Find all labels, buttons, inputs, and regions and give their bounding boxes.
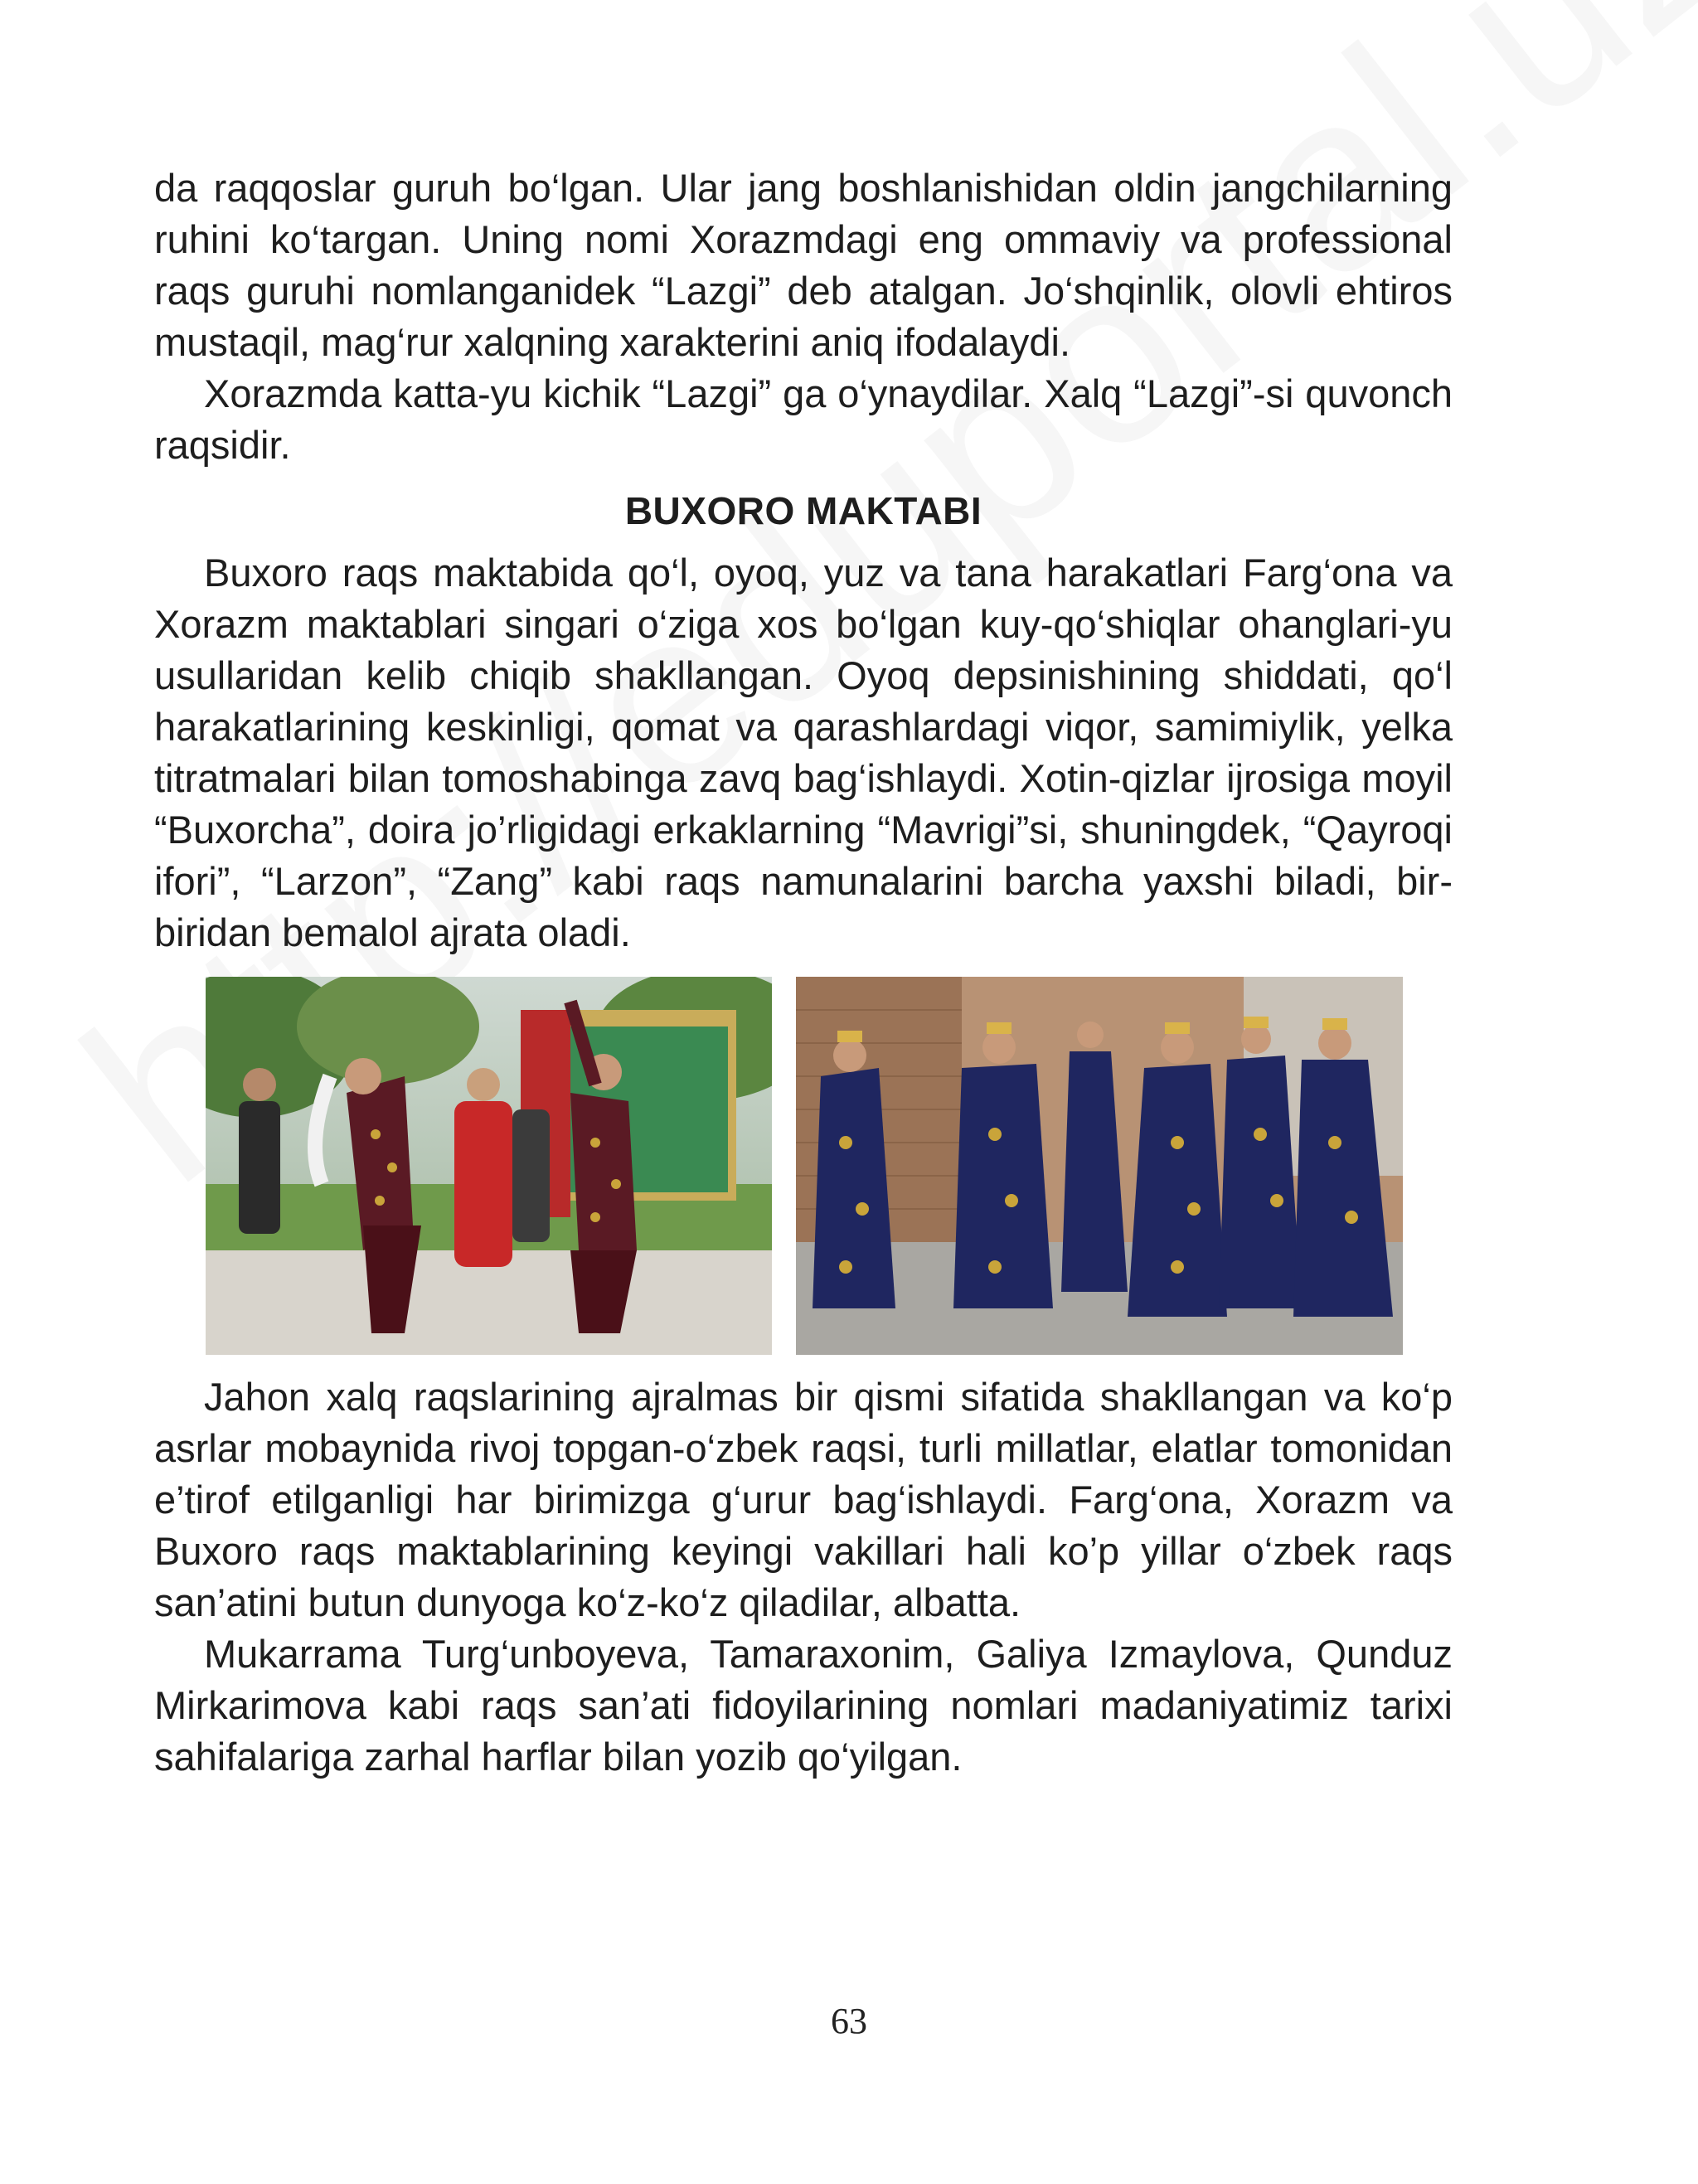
photo-dancers-maroon — [206, 977, 772, 1355]
paragraph: Buxoro raqs maktabida qo‘l, oyoq, yuz va tana harakatlari Farg‘ona va Xorazm maktablari singari o‘ziga xos bo‘lgan kuy-qo‘shiqlar ohanglari-yu usullaridan kelib chiqib shakllangan. Oyoq depsinishining shiddati, qo‘l harakatlarining keskinligi, qomat va qarashlardagi viqor, samimiylik, yelka titratmalari bilan tomoshabinga zavq bag‘ishlaydi. Xotin-qizlar ijrosiga moyil “Buxorcha”, doira jo’rligidagi erkaklarning “Mavrigi”si, shuningdek, “Qayroqi ifori”, “Larzon”, “Zang” kabi raqs namunalarini barcha yaxshi biladi, bir-biridan bemalol ajrata oladi. — [154, 551, 1453, 954]
page-number: 63 — [831, 2001, 867, 2041]
photo-dancers-navy-graphic — [796, 977, 1403, 1355]
paragraph: Xorazmda katta-yu kichik “Lazgi” ga o‘ynaydilar. Xalq “Lazgi”-si quvonch raqsidir. — [154, 371, 1453, 467]
paragraph: Mukarrama Turg‘unboyeva, Tamaraxonim, Galiya Izmaylova, Qunduz Mirkarimova kabi raqs san’ati fidoyilarining nomlari madaniyatimiz tarixi sahifalariga zarhal harflar bilan yozib qo‘yilgan. — [154, 1632, 1453, 1779]
paragraph: da raqqoslar guruh bo‘lgan. Ular jang boshlanishidan oldin jangchilarning ruhini ko‘targan. Uning nomi Xorazmdagi eng ommaviy va professional raqs guruhi nomlanganidek “Lazgi” deb atalgan. Jo‘shqinlik, olovli ehtiros mustaqil, mag‘rur xalqning xarakterini aniq ifodalaydi. — [154, 166, 1453, 364]
paragraph: Jahon xalq raqslarining ajralmas bir qismi sifatida shakllangan va ko‘p asrlar mobaynida rivoj topgan-o‘zbek raqsi, turli millatlar, elatlar tomonidan e’tirof etilganligi har birimizga g‘urur bag‘ishlaydi. Farg‘ona, Xorazm va Buxoro raqs maktablarining keyingi vakillari hali ko’p yillar o‘zbek raqs san’atini butun dunyoga ko‘z-ko‘z qiladilar, albatta. — [154, 1375, 1453, 1624]
photo-row — [154, 977, 1453, 1355]
photo-dancers-navy — [796, 977, 1403, 1355]
page-content — [154, 163, 1453, 1783]
section-heading: BUXORO MAKTABI — [624, 489, 982, 532]
photo-dancers-maroon-graphic — [206, 977, 772, 1355]
